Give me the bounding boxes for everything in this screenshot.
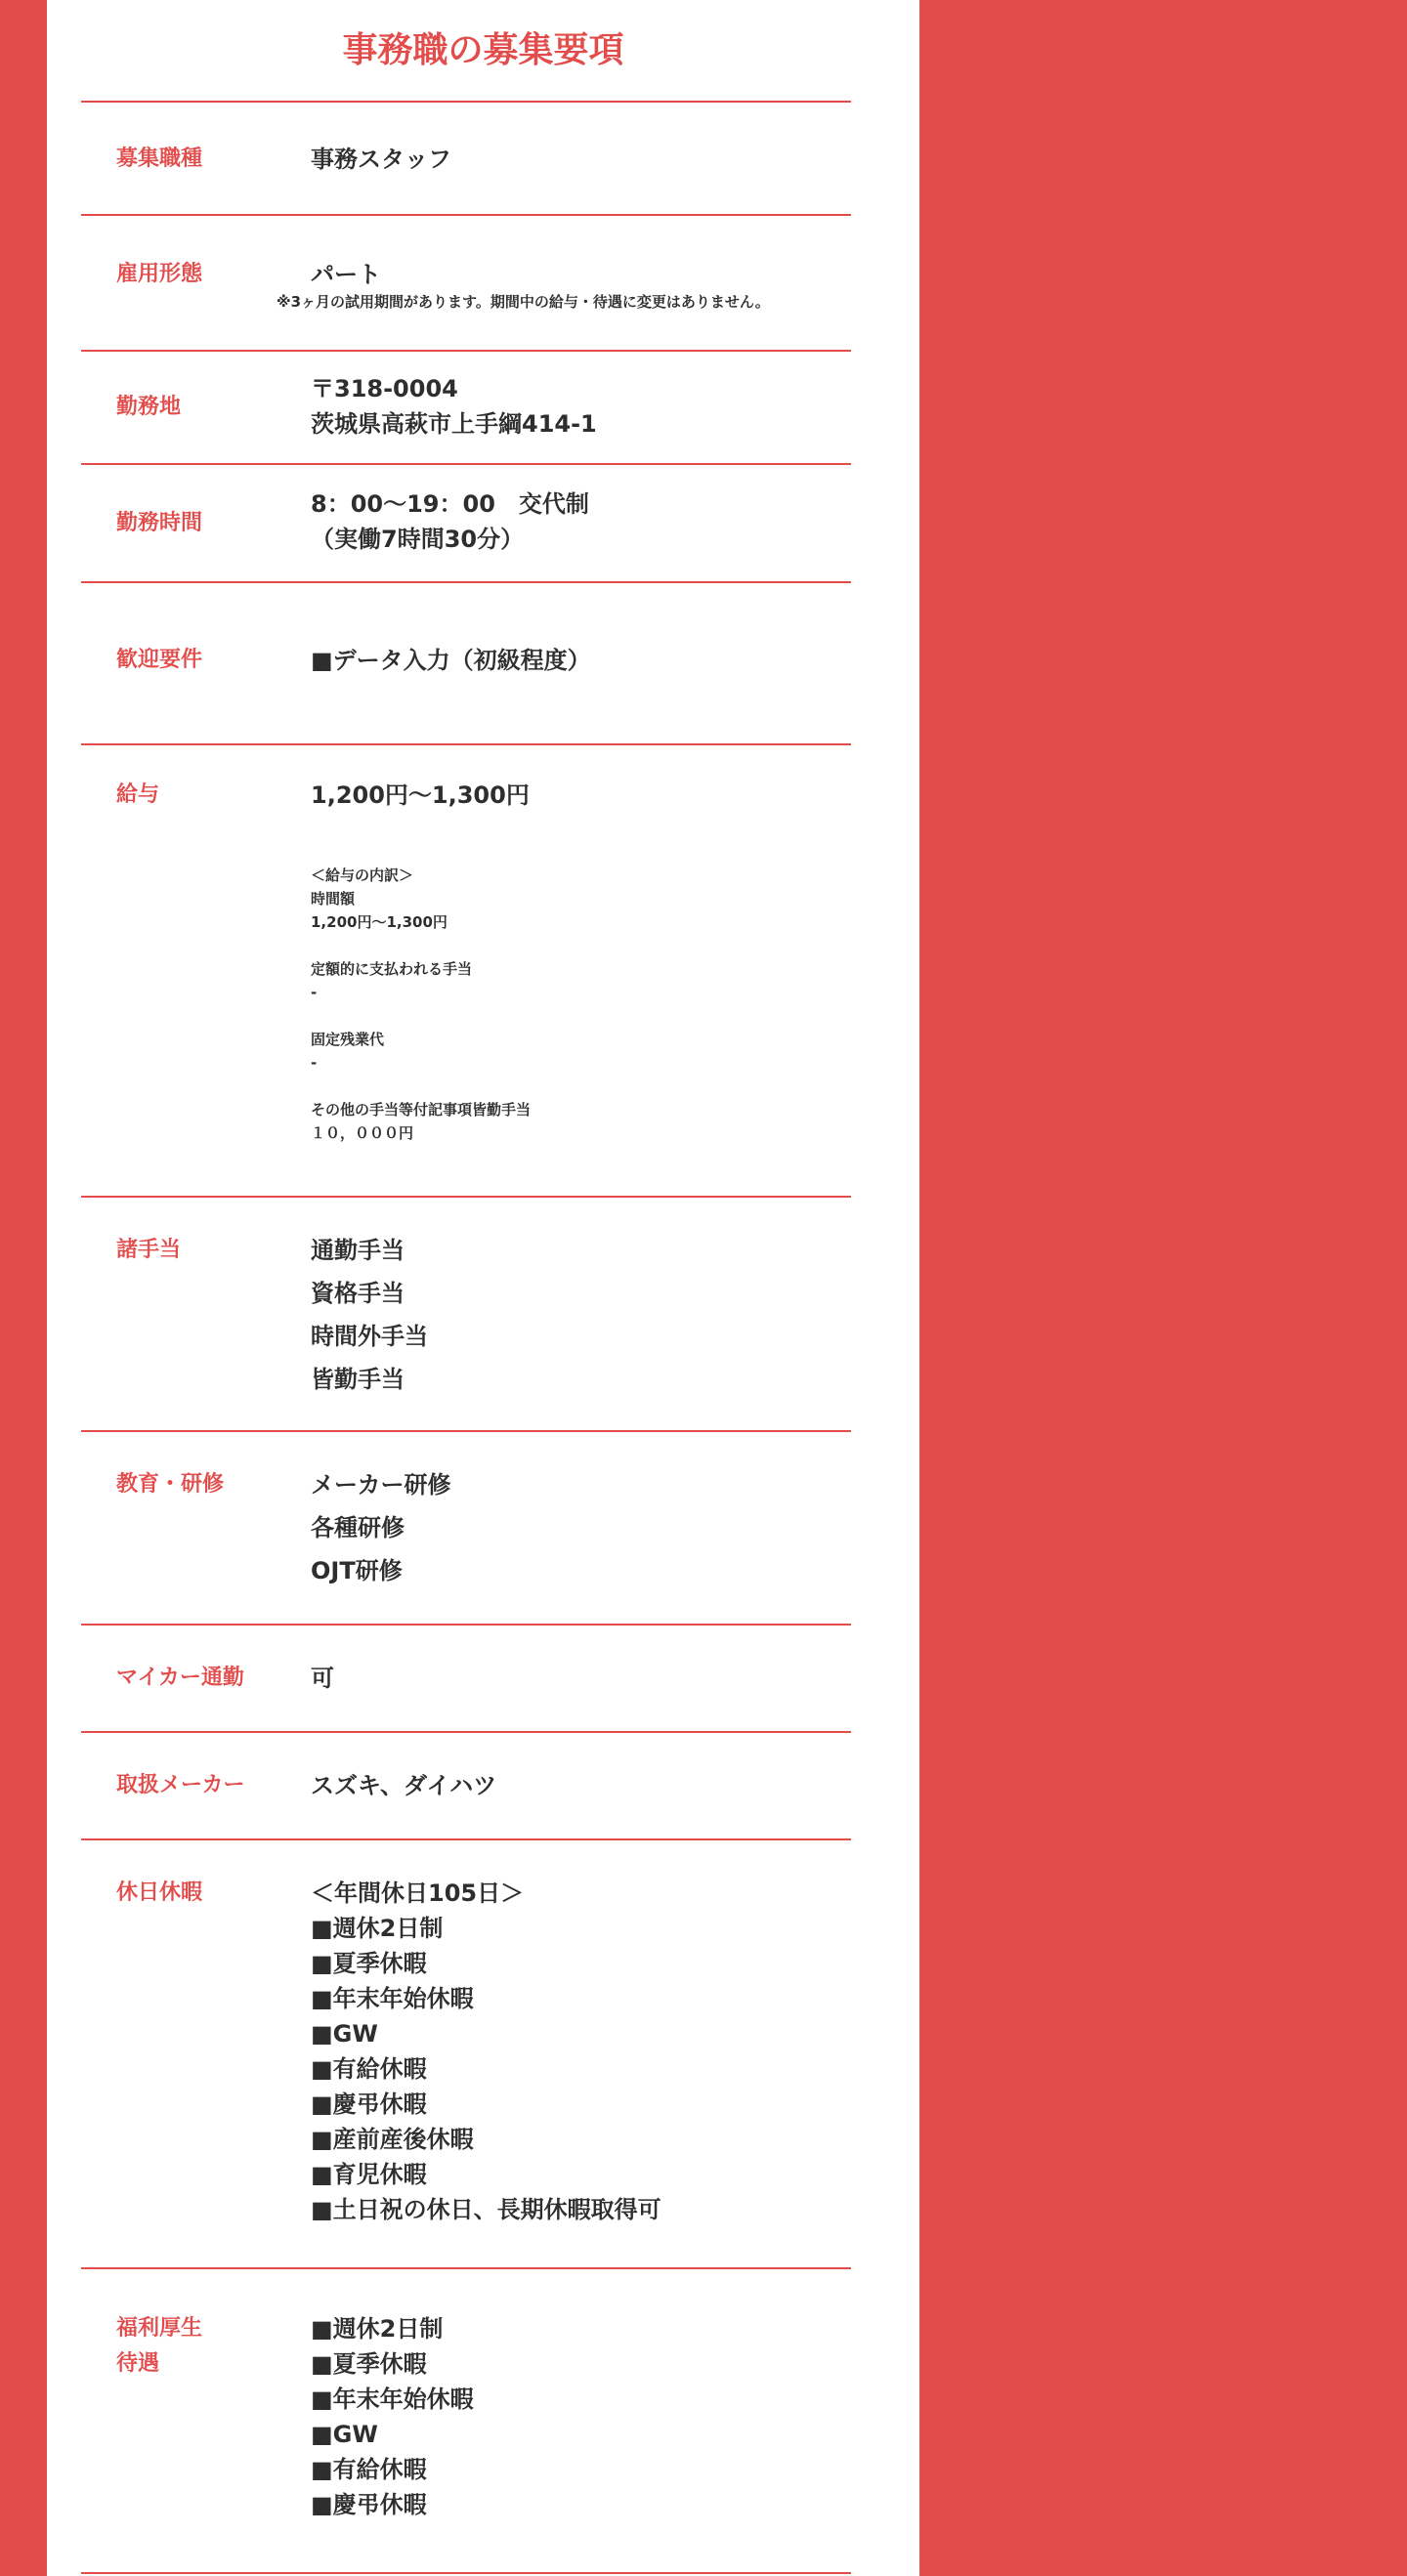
row-holidays xyxy=(81,1840,851,2267)
list-item: ■GW xyxy=(311,2421,378,2448)
employment-label: 雇用形態 xyxy=(116,262,203,286)
job-listing-panel xyxy=(47,0,919,2576)
salary-regular-allowance-value: - xyxy=(311,984,318,1001)
job-type-label: 募集職種 xyxy=(116,147,203,171)
list-item: 各種研修 xyxy=(311,1514,405,1541)
location-postal: 〒318-0004 xyxy=(311,375,458,402)
salary-fixed-overtime-label: 固定残業代 xyxy=(311,1031,385,1048)
welcome-label: 歓迎要件 xyxy=(116,648,203,672)
list-item: OJT研修 xyxy=(311,1557,403,1584)
hours-actual: （実働7時間30分） xyxy=(311,526,525,553)
list-item: ■有給休暇 xyxy=(311,2055,427,2083)
car-commute-label: マイカー通勤 xyxy=(116,1666,244,1690)
list-item: ■産前産後休暇 xyxy=(311,2126,474,2153)
list-item: ■週休2日制 xyxy=(311,1915,444,1942)
row-salary xyxy=(81,745,851,1196)
salary-fixed-overtime-group xyxy=(311,1028,531,1075)
list-item: ■年末年始休暇 xyxy=(311,1985,474,2012)
salary-hourly-label: 時間額 xyxy=(311,890,356,908)
salary-fixed-overtime-value: - xyxy=(311,1054,318,1072)
location-address: 茨城県高萩市上手綱414-1 xyxy=(311,410,597,438)
salary-hourly-value: 1,200円〜1,300円 xyxy=(311,913,448,931)
row-car-commute xyxy=(81,1626,851,1731)
list-item: ■慶弔休暇 xyxy=(311,2090,427,2118)
hours-value xyxy=(311,486,589,557)
hours-label: 勤務時間 xyxy=(116,511,203,535)
list-item: ■育児休暇 xyxy=(311,2161,427,2188)
list-item: 通勤手当 xyxy=(311,1237,405,1264)
row-makers xyxy=(81,1733,851,1838)
job-type-value: 事務スタッフ xyxy=(311,146,451,173)
salary-value: 1,200円〜1,300円 xyxy=(311,781,530,809)
list-item: ■週休2日制 xyxy=(311,2315,444,2343)
benefits-label-line1: 福利厚生 xyxy=(116,2316,203,2341)
salary-hourly-group xyxy=(311,864,531,934)
row-welcome xyxy=(81,583,851,743)
list-item: メーカー研修 xyxy=(311,1471,451,1499)
salary-other-value: １０，０００円 xyxy=(311,1124,414,1142)
location-value xyxy=(311,371,597,442)
location-label: 勤務地 xyxy=(116,395,182,419)
list-item: 皆勤手当 xyxy=(311,1366,405,1393)
row-allowances xyxy=(81,1198,851,1430)
allowances-label: 諸手当 xyxy=(116,1238,182,1262)
salary-breakdown-heading: ＜給与の内訳＞ xyxy=(311,866,414,884)
row-location xyxy=(81,352,851,463)
list-item: ■夏季休暇 xyxy=(311,1950,427,1977)
training-label: 教育・研修 xyxy=(116,1472,225,1497)
list-item: ■夏季休暇 xyxy=(311,2350,427,2378)
salary-other-group xyxy=(311,1098,531,1145)
employment-note: ※3ヶ月の試用期間があります。期間中の給与・待遇に変更はありません。 xyxy=(277,293,770,311)
list-item: ＜年間休日105日＞ xyxy=(311,1879,525,1907)
benefits-label xyxy=(116,2311,202,2382)
salary-label: 給与 xyxy=(116,782,160,807)
makers-label: 取扱メーカー xyxy=(116,1773,245,1797)
list-item: 資格手当 xyxy=(311,1280,405,1307)
row-job-type xyxy=(81,103,851,214)
hours-range: 8：00〜19：00 交代制 xyxy=(311,490,589,518)
welcome-value: ■データ入力（初級程度） xyxy=(311,647,591,674)
benefits-label-line2: 待遇 xyxy=(116,2351,160,2376)
list-item: 時間外手当 xyxy=(311,1323,428,1350)
makers-value: スズキ、ダイハツ xyxy=(311,1772,497,1799)
allowances-list xyxy=(311,1229,428,1401)
salary-breakdown xyxy=(311,864,531,1168)
benefits-list xyxy=(311,2311,474,2522)
employment-value: パート xyxy=(311,261,381,288)
row-hours xyxy=(81,465,851,581)
holidays-label: 休日休暇 xyxy=(116,1880,203,1905)
list-item: ■年末年始休暇 xyxy=(311,2386,474,2413)
salary-regular-allowance-group xyxy=(311,957,531,1004)
row-training xyxy=(81,1432,851,1624)
list-item: ■有給休暇 xyxy=(311,2456,427,2483)
row-employment xyxy=(81,216,851,350)
list-item: ■GW xyxy=(311,2020,378,2048)
row-benefits xyxy=(81,2269,851,2572)
list-item: ■慶弔休暇 xyxy=(311,2491,427,2518)
holidays-list xyxy=(311,1876,661,2227)
list-item: ■土日祝の休日、長期休暇取得可 xyxy=(311,2196,661,2223)
salary-regular-allowance-label: 定額的に支払われる手当 xyxy=(311,960,473,978)
car-commute-value: 可 xyxy=(311,1665,334,1692)
salary-other-label: その他の手当等付記事項皆勤手当 xyxy=(311,1101,532,1119)
training-list xyxy=(311,1463,451,1592)
divider xyxy=(81,2572,851,2574)
page-title: 事務職の募集要項 xyxy=(342,30,624,70)
